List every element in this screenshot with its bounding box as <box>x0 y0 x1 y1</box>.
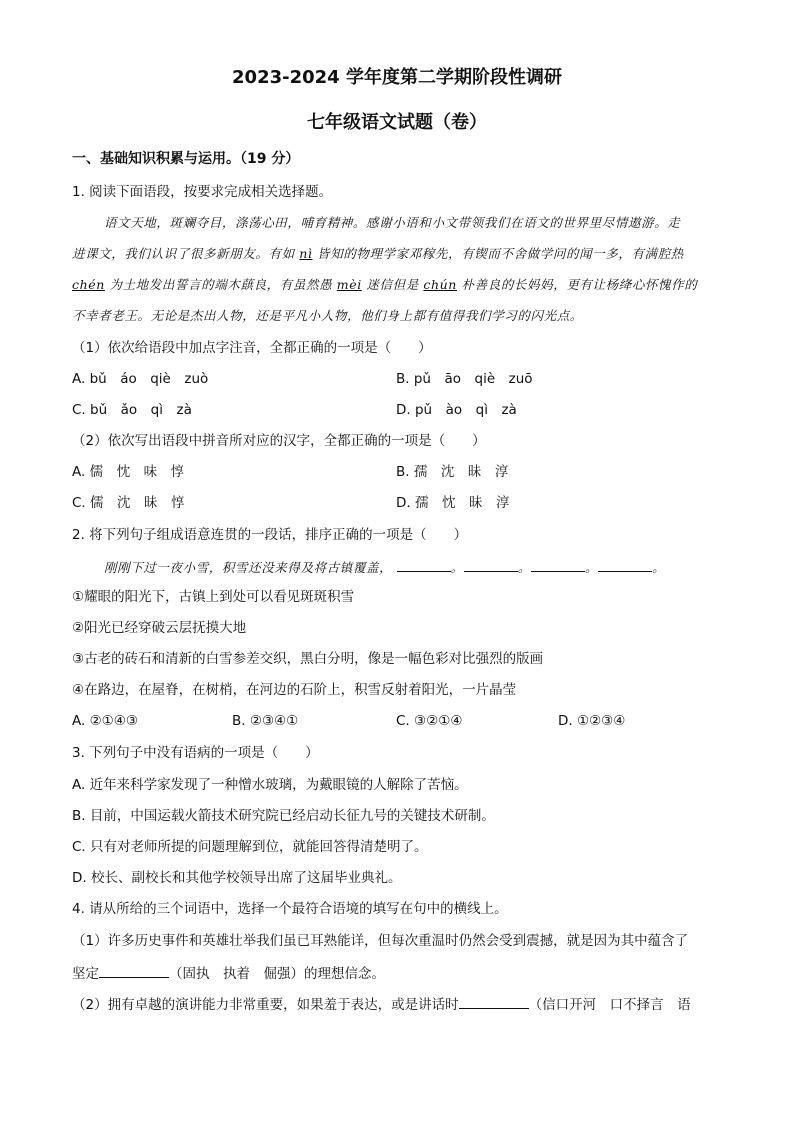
question-text: （2）拥有卓越的演讲能力非常重要，如果羞于表达，或是讲话时 <box>72 997 459 1013</box>
exam-subtitle: 七年级语文试题（卷） <box>307 112 487 133</box>
question-1-stem: 1. 阅读下面语段，按要求完成相关选择题。 <box>72 184 333 200</box>
q1-1-option-b[interactable]: B. pǔ āo qiè zuō <box>396 371 533 387</box>
question-4-1-line-2 <box>72 963 385 983</box>
question-4-1-line-1: （1）许多历史事件和英雄壮举我们虽已耳熟能详，但每次重温时仍然会受到震撼，就是因为其中蕴含了 <box>72 933 689 949</box>
passage-line-3 <box>72 276 697 294</box>
answer-blank[interactable] <box>531 557 585 572</box>
passage-text: 朴善良的长妈妈，更有让杨绛心怀愧作的 <box>461 277 698 292</box>
answer-blank[interactable] <box>99 963 169 978</box>
answer-blank[interactable] <box>598 557 652 572</box>
pinyin-underlined: chún <box>423 277 457 292</box>
passage-line-2 <box>72 245 684 263</box>
question-text: 坚定 <box>72 966 99 982</box>
q1-1-option-c[interactable]: C. bǔ ǎo qì zà <box>72 402 192 418</box>
q2-option-b[interactable]: B. ②③④① <box>232 713 299 729</box>
q1-2-option-c[interactable]: C. 儒 沈 昧 惇 <box>72 495 185 511</box>
q3-option-a[interactable]: A. 近年来科学家发现了一种憎水玻璃，为戴眼镜的人解除了苦恼。 <box>72 777 468 793</box>
lead-sentence: 刚刚下过一夜小雪，积雪还没来得及将古镇覆盖， <box>104 560 393 575</box>
pinyin-underlined: nì <box>299 246 313 261</box>
sentence-4: ④在路边，在屋脊，在树梢，在河边的石阶上，积雪反射着阳光，一片晶莹 <box>72 682 517 698</box>
q1-2-option-b[interactable]: B. 孺 沈 昧 淳 <box>396 464 509 480</box>
sentence-1: ①耀眼的阳光下，古镇上到处可以看见斑斑积雪 <box>72 589 355 605</box>
answer-blank[interactable] <box>397 557 451 572</box>
exam-title: 2023-2024 学年度第二学期阶段性调研 <box>232 67 562 88</box>
q1-1-option-a[interactable]: A. bǔ áo qiè zuò <box>72 371 209 387</box>
q1-1-option-d[interactable]: D. pǔ ào qì zà <box>396 402 517 418</box>
question-2-stem: 2. 将下列句子组成语意连贯的一段话，排序正确的一项是（ ） <box>72 527 468 543</box>
question-3-stem: 3. 下列句子中没有语病的一项是（ ） <box>72 745 319 761</box>
question-1-1-stem: （1）依次给语段中加点字注音，全都正确的一项是（ ） <box>72 340 432 356</box>
passage-text: 进课文，我们认识了很多新朋友。有如 <box>72 246 295 261</box>
passage-text: 迷信但是 <box>366 277 419 292</box>
q1-2-option-a[interactable]: A. 儒 忱 味 惇 <box>72 464 185 480</box>
q1-2-option-d[interactable]: D. 孺 忱 昧 淳 <box>396 495 510 511</box>
sentence-2: ②阳光已经穿破云层抚摸大地 <box>72 620 247 636</box>
q3-option-c[interactable]: C. 只有对老师所提的问题理解到位，就能回答得清楚明了。 <box>72 839 428 855</box>
q3-option-d[interactable]: D. 校长、副校长和其他学校领导出席了这届毕业典礼。 <box>72 870 402 886</box>
q3-option-b[interactable]: B. 目前，中国运载火箭技术研究院已经启动长征九号的关键技术研制。 <box>72 808 495 824</box>
pinyin-underlined: chén <box>72 277 105 292</box>
passage-text: 皆知的物理学家邓稼先，有锲而不舍做学问的闻一多，有满腔热 <box>317 246 684 261</box>
passage-line-1: 语文天地，斑斓夺目，涤荡心田，哺育精神。感谢小语和小文带领我们在语文的世界里尽情遨游。走 <box>104 215 681 230</box>
sentence-3: ③古老的砖石和清新的白雪参差交织，黑白分明，像是一幅色彩对比强烈的版画 <box>72 651 544 667</box>
section-heading: 一、基础知识积累与运用。（19 分） <box>72 151 300 167</box>
question-4-2-line-1 <box>72 994 691 1014</box>
question-2-lead: 刚刚下过一夜小雪，积雪还没来得及将古镇覆盖， 。 。 。 。 <box>104 557 665 577</box>
answer-blank[interactable] <box>459 994 529 1009</box>
question-4-stem: 4. 请从所给的三个词语中，选择一个最符合语境的填写在句中的横线上。 <box>72 901 508 917</box>
question-text: （信口开河 口不择言 语 <box>528 997 691 1013</box>
pinyin-underlined: mèi <box>336 277 362 292</box>
q2-option-c[interactable]: C. ③②①④ <box>396 713 463 729</box>
answer-blank[interactable] <box>464 557 518 572</box>
question-text: （固执 执着 倔强）的理想信念。 <box>169 966 385 982</box>
passage-line-4: 不幸者老王。无论是杰出人物，还是平凡小人物，他们身上都有值得我们学习的闪光点。 <box>72 308 583 323</box>
passage-text: 为土地发出誓言的端木蕻良，有虽然愚 <box>109 277 333 292</box>
q2-option-a[interactable]: A. ②①④③ <box>72 713 138 729</box>
question-1-2-stem: （2）依次写出语段中拼音所对应的汉字，全都正确的一项是（ ） <box>72 433 486 449</box>
q2-option-d[interactable]: D. ①②③④ <box>558 713 626 729</box>
